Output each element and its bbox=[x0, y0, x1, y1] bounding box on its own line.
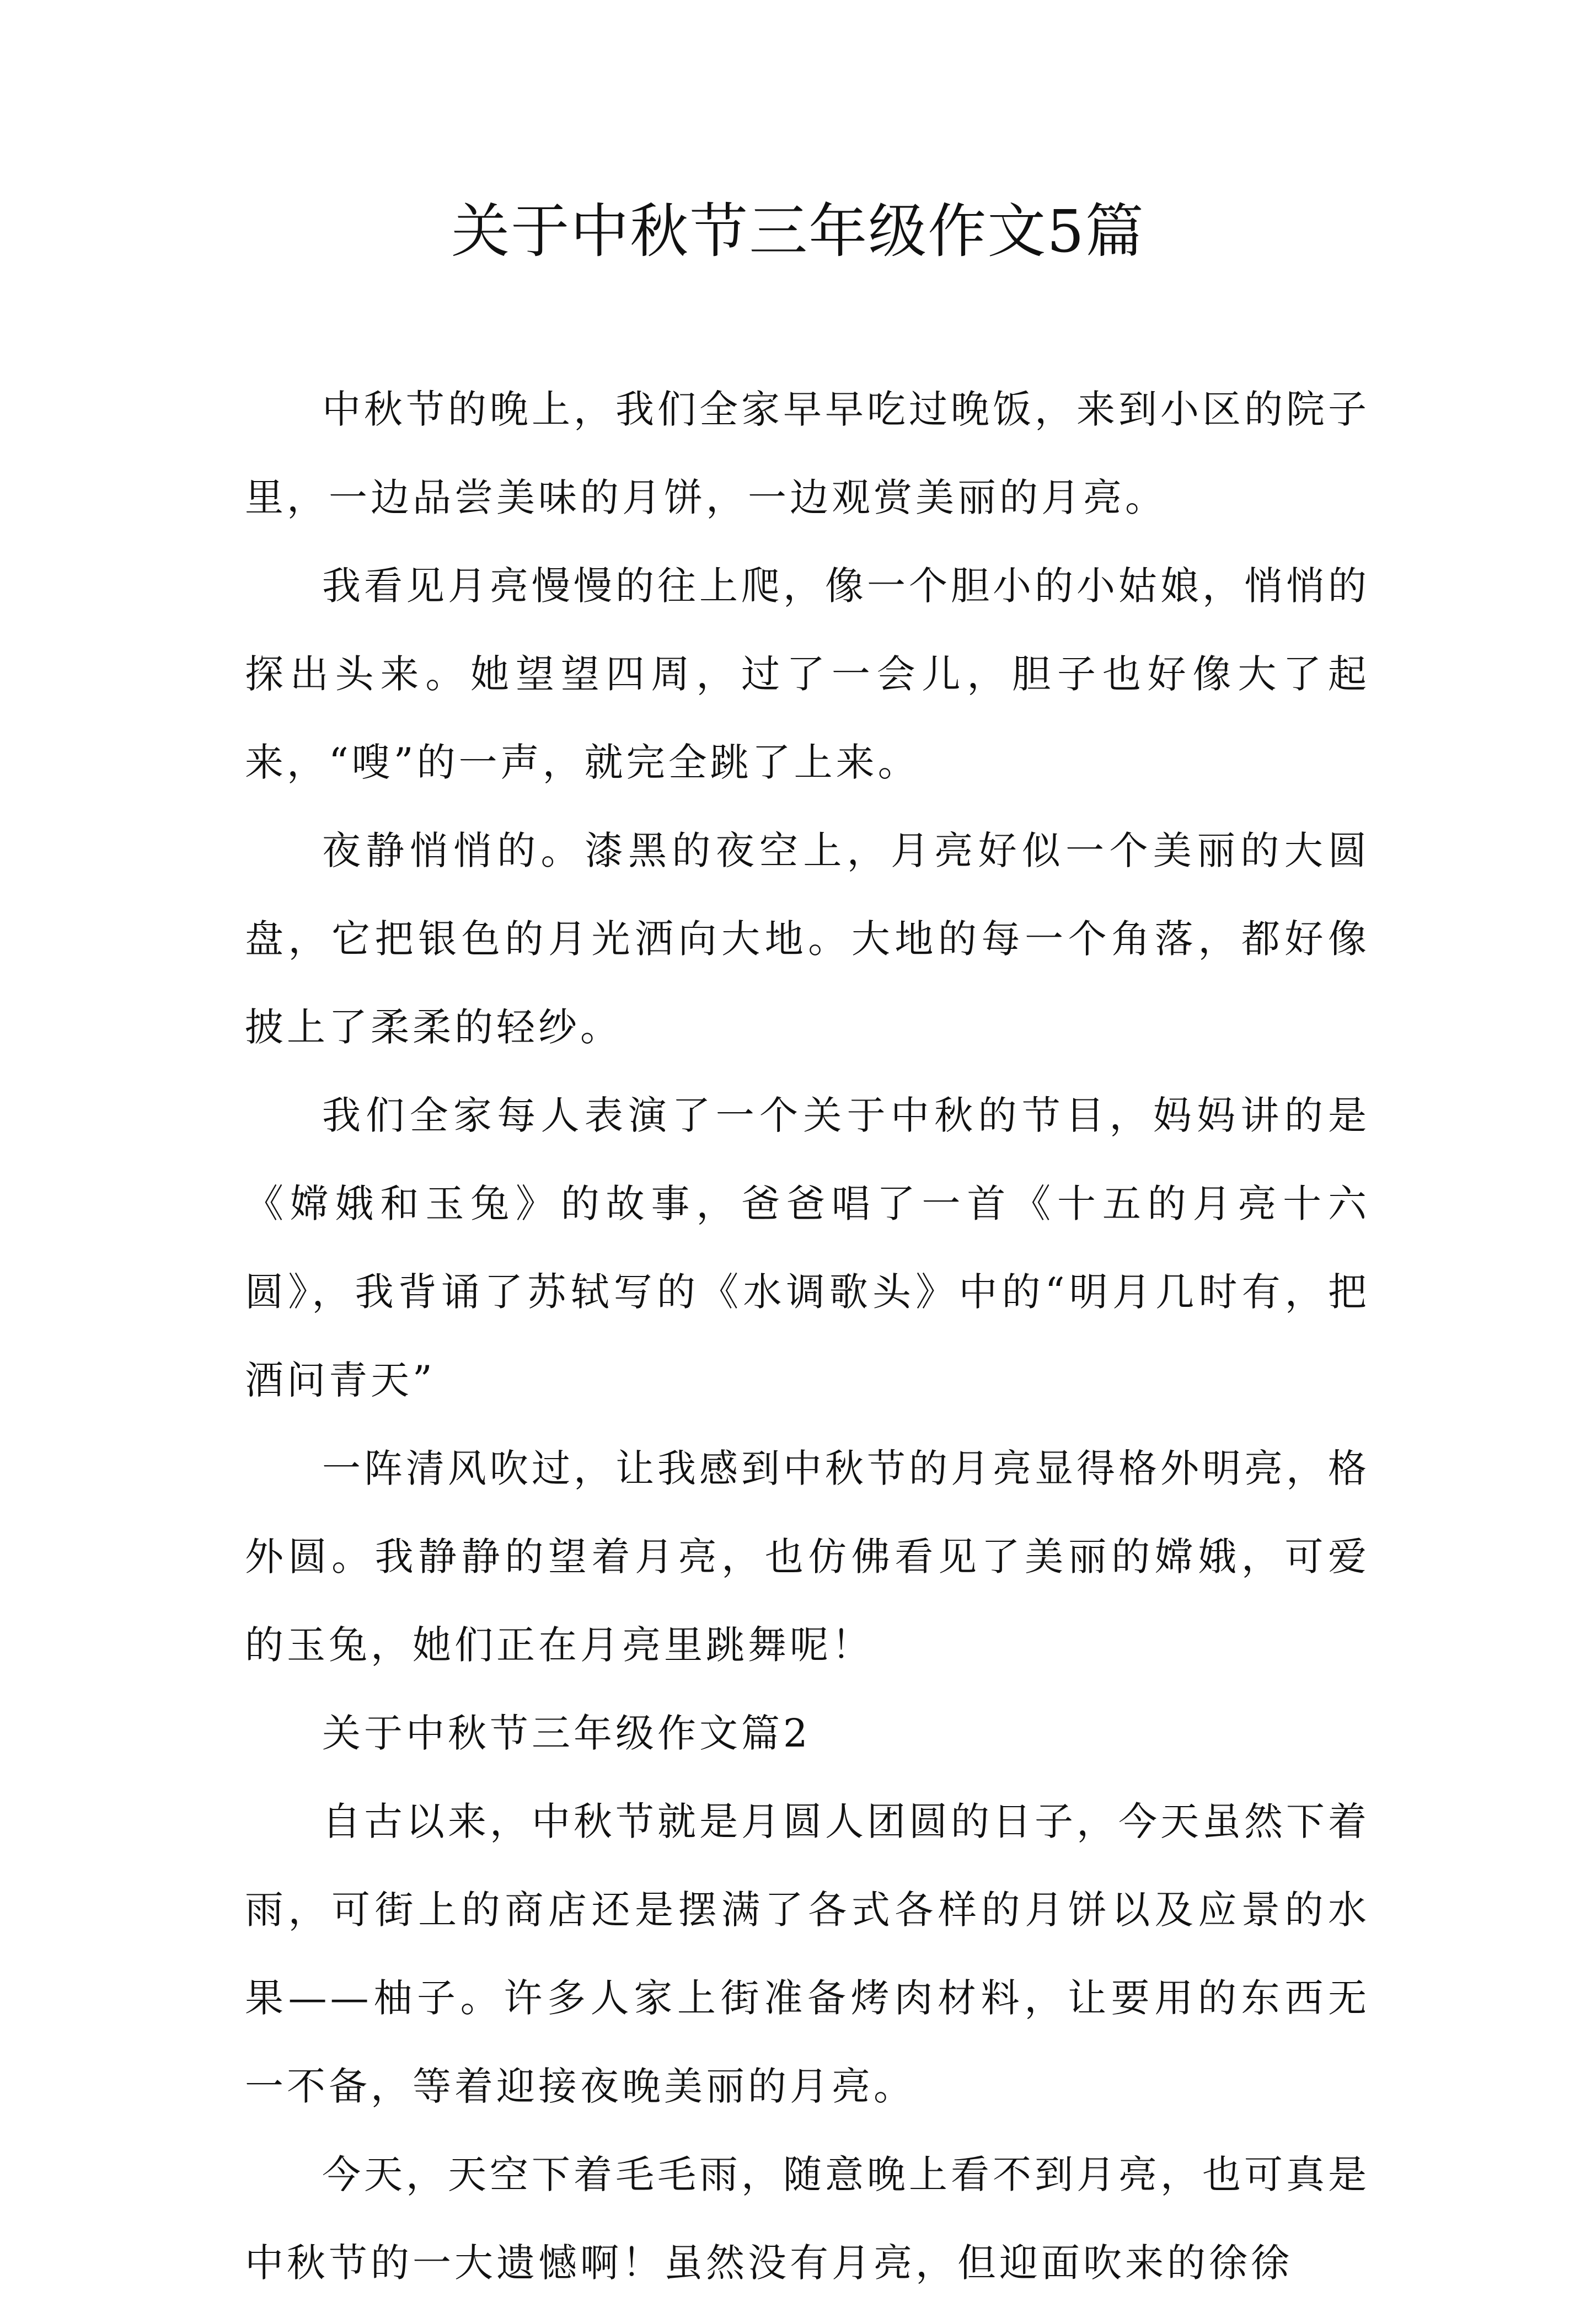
document-title: 关于中秋节三年级作文5篇 bbox=[451, 197, 1145, 265]
paragraph-5: 一阵清风吹过，让我感到中秋节的月亮显得格外明亮，格外圆。我静静的望着月亮，也仿佛看见了美丽的嫦娥，可爱的玉兔，她们正在月亮里跳舞呢！ bbox=[245, 1446, 1370, 1668]
paragraph-3: 夜静悄悄的。漆黑的夜空上，月亮好似一个美丽的大圆盘，它把银色的月光洒向大地。大地的每一个角落，都好像披上了柔柔的轻纱。 bbox=[245, 828, 1370, 1050]
paragraph-2: 我看见月亮慢慢的往上爬，像一个胆小的小姑娘，悄悄的探出头来。她望望四周，过了一会儿，胆子也好像大了起来，“嗖”的一声，就完全跳了上来。 bbox=[245, 563, 1370, 785]
paragraph-7: 今天，天空下着毛毛雨，随意晚上看不到月亮，也可真是中秋节的一大遗憾啊！虽然没有月亮，但迎面吹来的徐徐 bbox=[245, 2152, 1370, 2285]
paragraph-4: 我们全家每人表演了一个关于中秋的节目，妈妈讲的是《嫦娥和玉兔》的故事，爸爸唱了一首《十五的月亮十六圆》，我背诵了苏轼写的《水调歌头》中的“明月几时有，把酒问青天” bbox=[245, 1093, 1370, 1403]
paragraph-6: 自古以来，中秋节就是月圆人团圆的日子，今天虽然下着雨，可街上的商店还是摆满了各式各样的月饼以及应景的水果——柚子。许多人家上街准备烤肉材料，让要用的东西无一不备，等着迎接夜晚美丽的月亮。 bbox=[245, 1799, 1370, 2109]
document-body bbox=[245, 365, 1370, 2307]
section-heading-2: 关于中秋节三年级作文篇2 bbox=[322, 1711, 811, 1756]
paragraph-1: 中秋节的晚上，我们全家早早吃过晚饭，来到小区的院子里，一边品尝美味的月饼，一边观赏美丽的月亮。 bbox=[245, 387, 1370, 520]
